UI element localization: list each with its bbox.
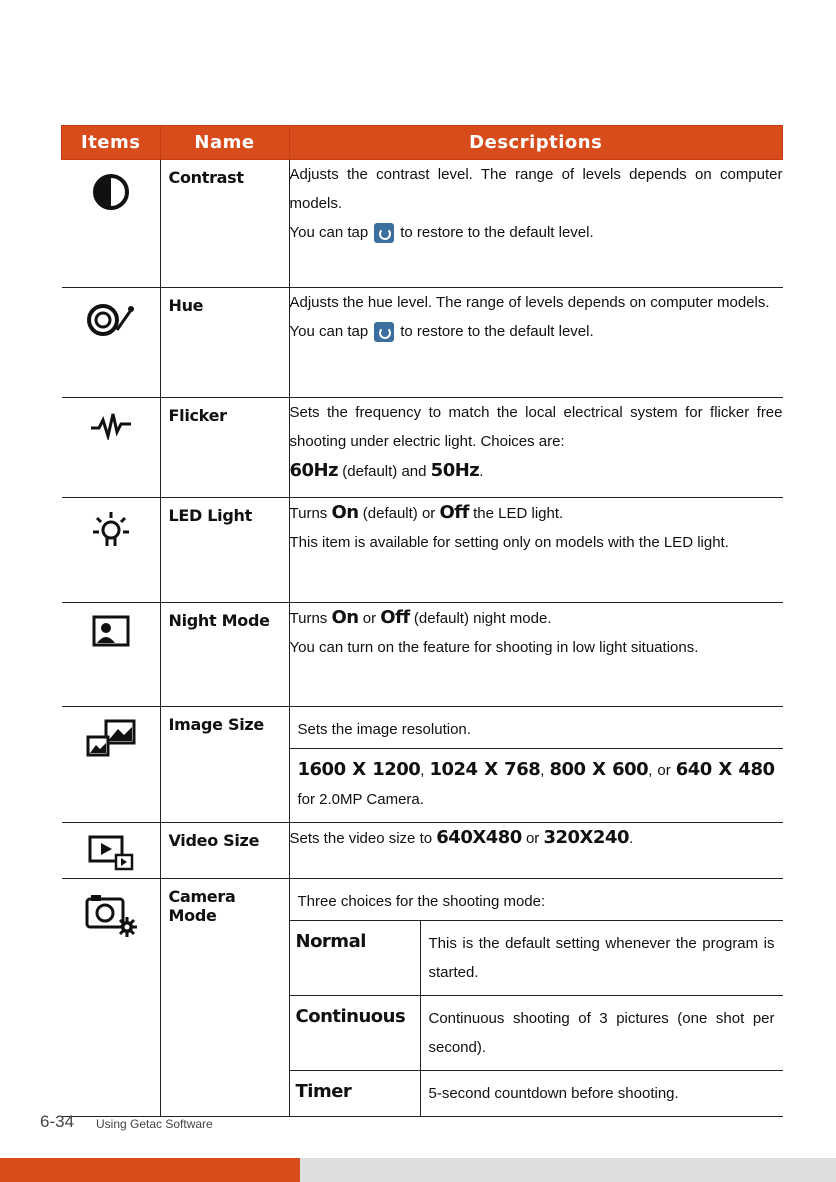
row-description: Three choices for the shooting mode: bbox=[297, 893, 546, 910]
turns-text: Turns bbox=[289, 505, 328, 522]
table-header bbox=[62, 126, 783, 160]
sep: , bbox=[540, 762, 545, 779]
mode-table bbox=[290, 920, 783, 1116]
table-row bbox=[62, 879, 783, 1117]
row-name: Camera Mode bbox=[168, 887, 236, 925]
header-descriptions: Descriptions bbox=[289, 126, 783, 160]
row-name: Hue bbox=[168, 296, 204, 315]
camera-mode-icon bbox=[85, 891, 137, 937]
mode-desc: This is the default setting whenever the program is started. bbox=[428, 935, 775, 981]
res-320x240: 320X240 bbox=[543, 827, 630, 848]
table-row bbox=[62, 160, 783, 288]
res-1600: 1600 X 1200 bbox=[297, 759, 421, 780]
table-row bbox=[62, 707, 783, 823]
period: . bbox=[629, 830, 634, 847]
table-row bbox=[62, 823, 783, 879]
table-row bbox=[62, 603, 783, 707]
row-name: LED Light bbox=[168, 506, 252, 525]
row-name: Contrast bbox=[168, 168, 244, 187]
row-name: Night Mode bbox=[168, 611, 270, 630]
mode-desc: Continuous shooting of 3 pictures (one shot per second). bbox=[420, 996, 783, 1071]
res-640: 640 X 480 bbox=[675, 759, 775, 780]
flicker-text: Sets the frequency to match the local electrical system for flicker free shooting under electric light. Choices are: bbox=[289, 404, 783, 450]
image-size-icon bbox=[86, 719, 136, 757]
sep: , or bbox=[648, 762, 671, 779]
flicker-icon bbox=[89, 410, 133, 440]
row-description: Adjusts the hue level. The range of levels depends on computer models. bbox=[289, 294, 770, 311]
table-row bbox=[62, 398, 783, 498]
mode-normal: Normal bbox=[295, 931, 366, 952]
row-description: This item is available for setting only on models with the LED light. bbox=[289, 534, 729, 551]
mode-row bbox=[290, 996, 783, 1071]
page-number: 6-34 bbox=[40, 1112, 75, 1131]
table-row bbox=[62, 498, 783, 603]
period: . bbox=[479, 463, 484, 480]
reset-icon bbox=[374, 223, 394, 243]
option-50hz: 50Hz bbox=[430, 460, 480, 481]
or-text: or bbox=[362, 610, 377, 627]
tap-text: You can tap bbox=[289, 224, 369, 241]
res-800: 800 X 600 bbox=[549, 759, 649, 780]
row-description bbox=[290, 603, 783, 633]
row-description bbox=[290, 398, 783, 486]
reset-icon bbox=[374, 322, 394, 342]
option-off: Off bbox=[439, 502, 469, 523]
mode-timer: Timer bbox=[295, 1081, 352, 1102]
video-text: Sets the video size to bbox=[289, 830, 433, 847]
footer-accent-bar bbox=[0, 1158, 300, 1182]
turns-text: Turns bbox=[289, 610, 328, 627]
option-60hz: 60Hz bbox=[289, 460, 339, 481]
row-name: Video Size bbox=[168, 831, 260, 850]
header-name: Name bbox=[160, 126, 289, 160]
tap-text: You can tap bbox=[289, 323, 369, 340]
table-row bbox=[62, 288, 783, 398]
mode-row bbox=[290, 1071, 783, 1117]
option-on: On bbox=[331, 607, 359, 628]
mode-row bbox=[290, 921, 783, 996]
sep: , bbox=[420, 762, 425, 779]
footer-gray-bar bbox=[300, 1158, 836, 1182]
mode-continuous: Continuous bbox=[295, 1006, 406, 1027]
option-on: On bbox=[331, 502, 359, 523]
row-description: Sets the image resolution. bbox=[297, 721, 471, 738]
default-or-text: (default) or bbox=[362, 505, 436, 522]
row-description: Adjusts the contrast level. The range of levels depends on computer models. bbox=[289, 166, 783, 212]
row-description bbox=[290, 498, 783, 528]
row-description: You can turn on the feature for shooting in low light situations. bbox=[289, 639, 699, 656]
settings-table bbox=[61, 125, 783, 1117]
restore-text: to restore to the default level. bbox=[400, 224, 594, 241]
default-text: (default) and bbox=[342, 463, 427, 480]
footer-text: Using Getac Software bbox=[96, 1117, 213, 1131]
contrast-icon bbox=[91, 172, 131, 212]
mode-desc: 5-second countdown before shooting. bbox=[420, 1071, 783, 1117]
restore-text: to restore to the default level. bbox=[400, 323, 594, 340]
led-text: the LED light. bbox=[473, 505, 564, 522]
row-name: Image Size bbox=[168, 715, 264, 734]
camera-text: for 2.0MP Camera. bbox=[297, 791, 424, 808]
hue-icon bbox=[85, 300, 137, 340]
led-light-icon bbox=[91, 510, 131, 552]
night-text: (default) night mode. bbox=[413, 610, 552, 627]
row-description bbox=[290, 823, 783, 853]
video-size-icon bbox=[88, 835, 134, 871]
res-1024: 1024 X 768 bbox=[429, 759, 541, 780]
or-text: or bbox=[525, 830, 540, 847]
header-items: Items bbox=[62, 126, 161, 160]
res-640x480: 640X480 bbox=[436, 827, 522, 848]
night-mode-icon bbox=[92, 615, 130, 647]
option-off: Off bbox=[380, 607, 410, 628]
row-name: Flicker bbox=[168, 406, 227, 425]
